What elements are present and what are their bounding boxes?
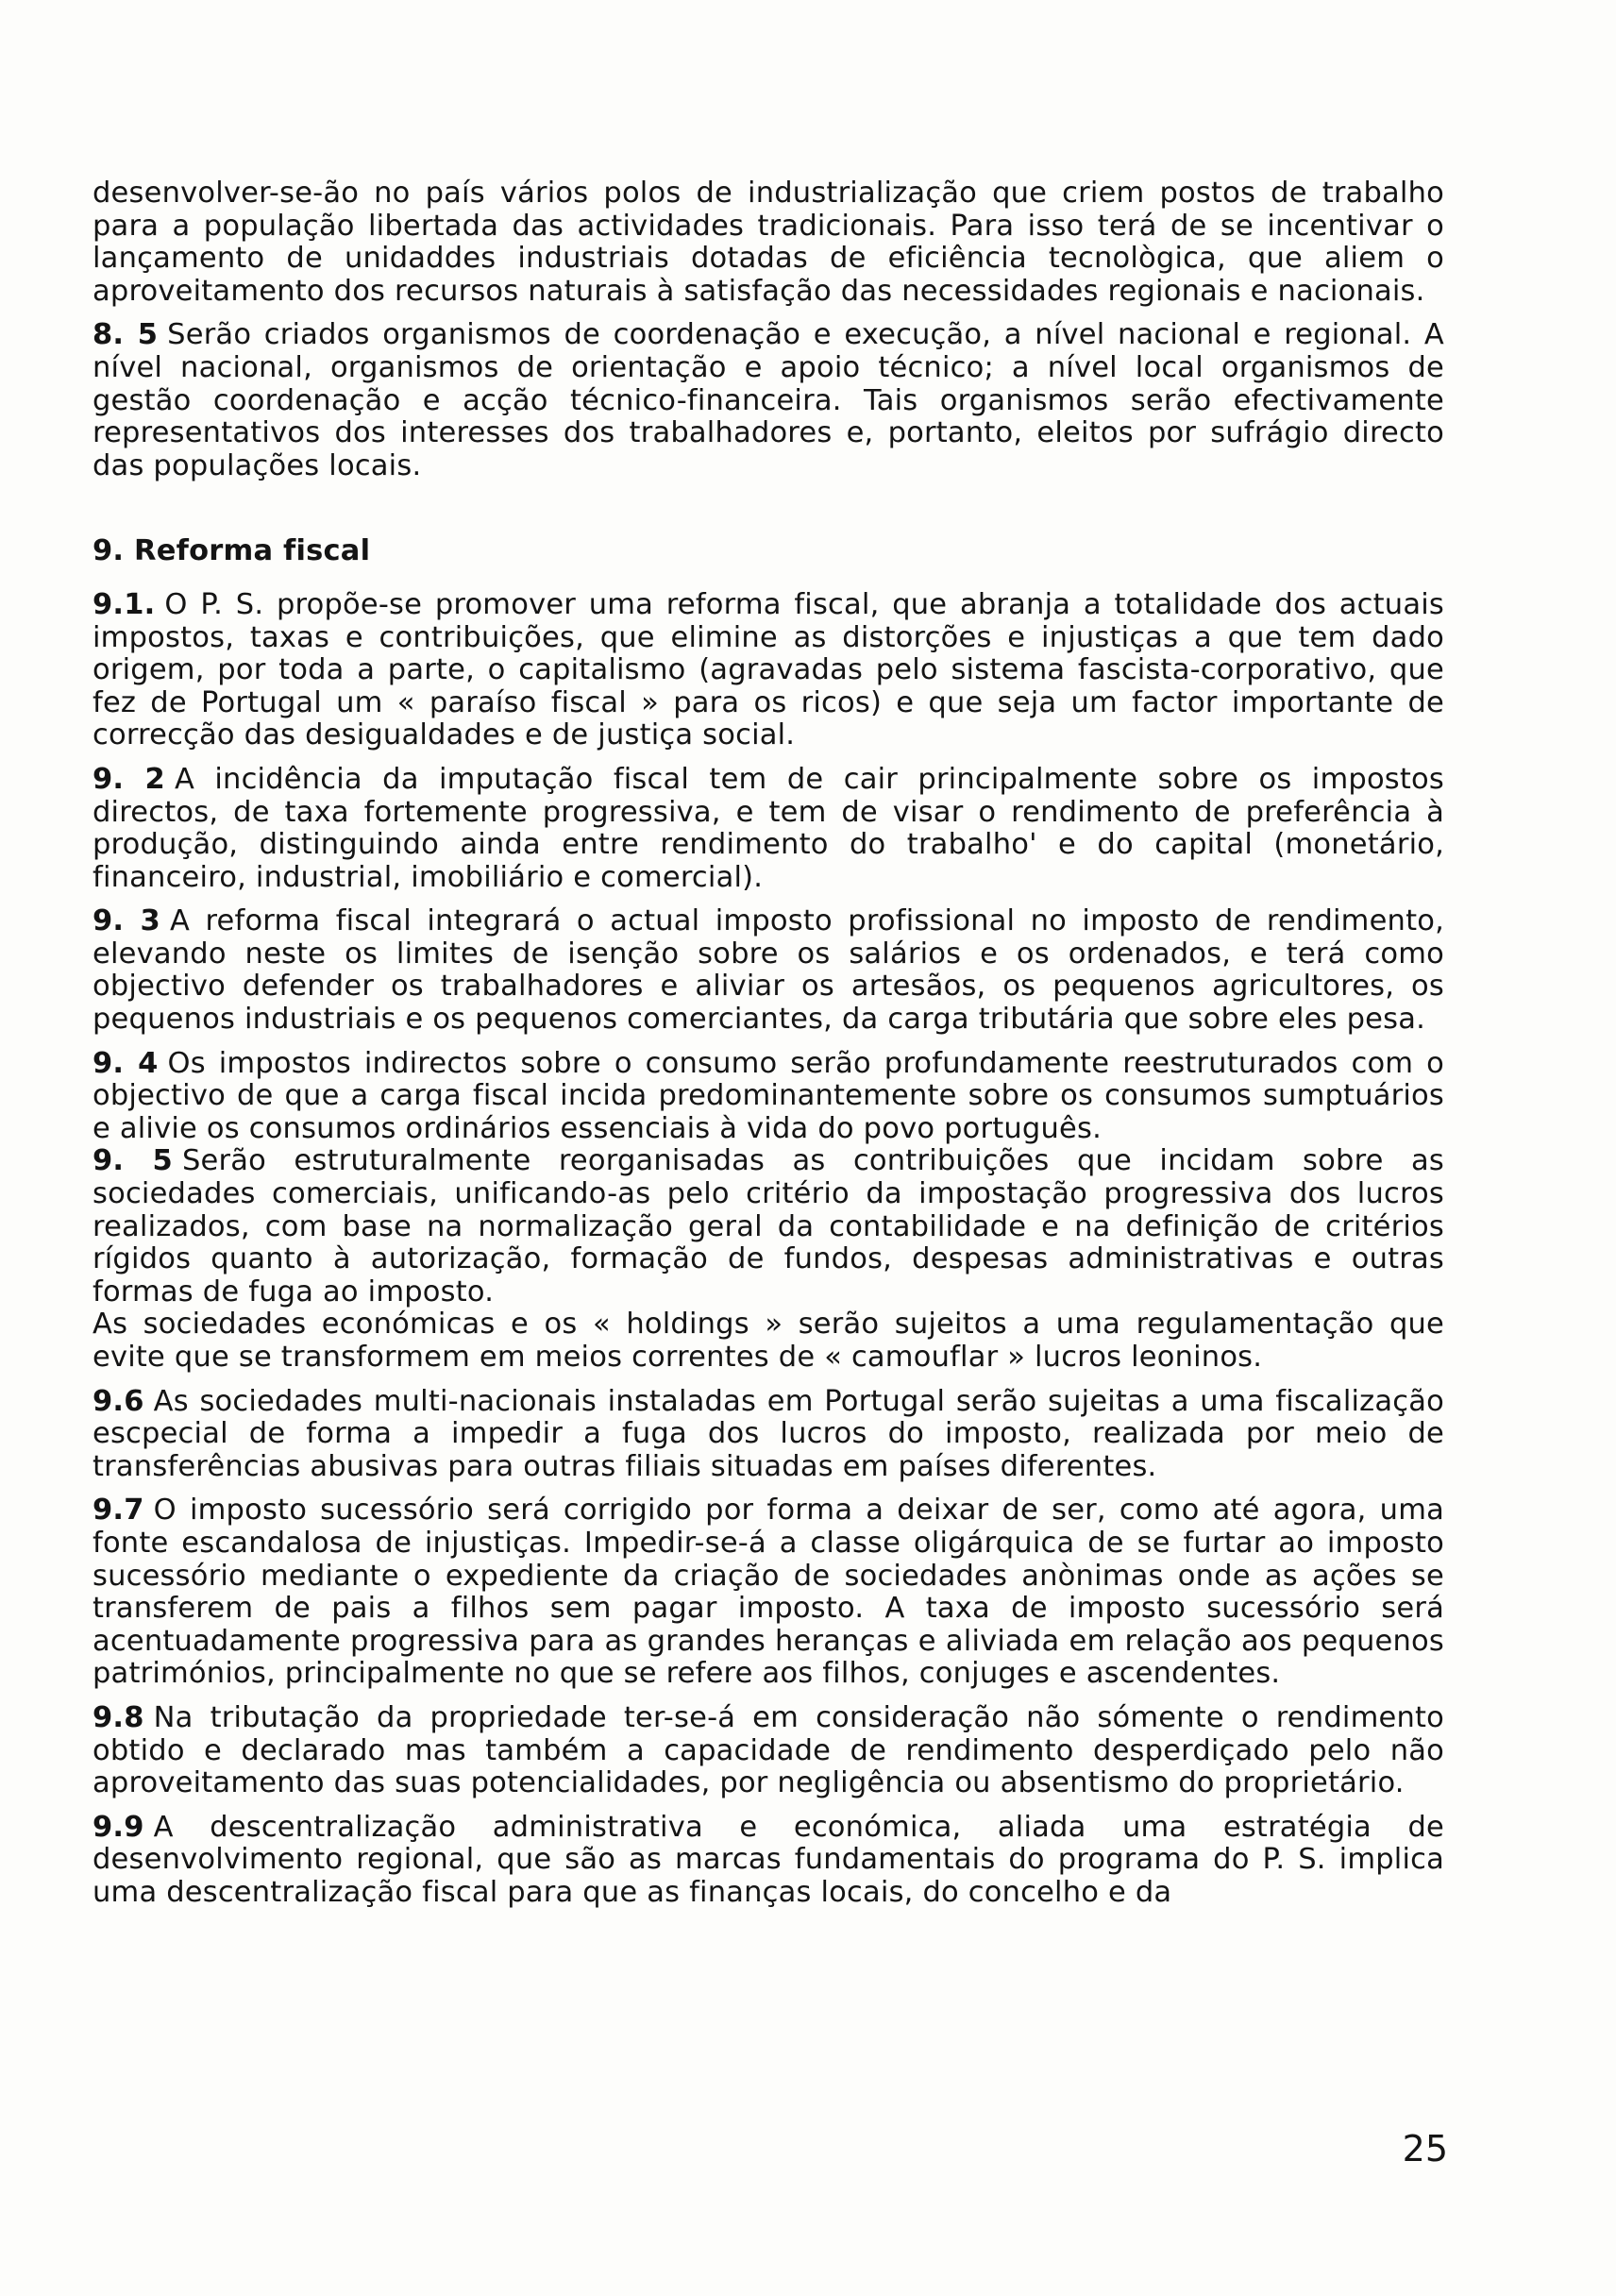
paragraph-9-4 [93, 1048, 1444, 1146]
paragraph-text: Serão criados organismos de coordenação e execução, a nível nacional e regional. A nível nacional, organismos de orientação e apoio técnico; a nível local organismos de gestão coordenação e acção técnico-financeira. Tais organismos serão efectivamente representativos dos interesses dos trabalhadores e, portanto, eleitos por sufrágio directo das populações locais. [93, 318, 1444, 482]
paragraph-number: 8. 5 [93, 318, 159, 352]
paragraph-text: A descentralização administrativa e económica, aliada uma estratégia de desenvolvimento regional, que são as marcas fundamentais do programa do P. S. implica uma descentralização fiscal para que as finanças locais, do concelho e da [93, 1810, 1444, 1909]
paragraph-9-9 [93, 1812, 1444, 1910]
paragraph-number: 9.1. [93, 587, 156, 621]
paragraph-9-5-continuation: As sociedades económicas e os « holdings » serão sujeitos a uma regulamentação que evite que se transformem em meios correntes de « camouflar » lucros leoninos. [93, 1308, 1444, 1374]
paragraph-number: 9. 2 [93, 762, 165, 796]
paragraph-number: 9.7 [93, 1494, 144, 1528]
paragraph-9-2 [93, 764, 1444, 894]
paragraph-text: O imposto sucessório será corrigido por forma a deixar de ser, como até agora, uma fonte escandalosa de injustiças. Impedir-se-á a classe oligárquica de se furtar ao imposto sucessório mediante o expediente da criação de sociedades anònimas onde as ações se transferem de pais a filhos sem pagar imposto. A taxa de imposto sucessório será acentuadamente progressiva para as grandes heranças e aliviada em relação aos pequenos patrimónios, principalmente no que se refere aos filhos, conjuges e ascendentes. [93, 1494, 1444, 1691]
paragraph-text: O P. S. propõe-se promover uma reforma fiscal, que abranja a totalidade dos actuais impostos, taxas e contribuições, que elimine as distorções e injustiças a que tem dado origem, por toda a parte, o capitalismo (agravadas pelo sistema fascista-corporativo, que fez de Portugal um « paraíso fiscal » para os ricos) e que seja um factor importante de correcção das desigualdades e de justiça social. [93, 587, 1444, 752]
paragraph-text: A reforma fiscal integrará o actual imposto profissional no imposto de rendimento, elevando neste os limites de isenção sobre os salários e os ordenados, e terá como objectivo defender os trabalhadores e aliviar os artesãos, os pequenos agricultores, os pequenos industriais e os pequenos comerciantes, da carga tributária que sobre eles pesa. [93, 904, 1445, 1037]
page-number: 25 [1402, 2128, 1448, 2169]
paragraph-text: Serão estruturalmente reorganisadas as contribuições que incidam sobre as sociedades comerciais, unificando-as pelo critério da impostação progressiva dos lucros realizados, com base na normalização geral da contabilidade e na definição de critérios rígidos quanto à autorização, formação de fundos, despesas administrativas e outras formas de fuga ao imposto. [93, 1144, 1445, 1308]
section-heading: 9. Reforma fiscal [93, 534, 371, 568]
paragraph-8-5 [93, 319, 1444, 482]
paragraph-number: 9. 5 [93, 1144, 173, 1178]
body-text [93, 177, 1444, 1921]
paragraph-9-8 [93, 1702, 1444, 1800]
paragraph-text: As sociedades multi-nacionais instaladas em Portugal serão sujeitas a uma fiscalização escpecial de forma a impedir a fuga dos lucros do imposto, realizada por meio de transferências abusivas para outras filiais situadas em países diferentes. [93, 1384, 1444, 1483]
paragraph-number: 9.6 [93, 1384, 144, 1418]
paragraph-text: Os impostos indirectos sobre o consumo serão profundamente reestruturados com o objectivo de que a carga fiscal incida predominantemente sobre os consumos sumptuários e alivie os consumos ordinários essenciais à vida do povo português. [93, 1046, 1445, 1145]
paragraph-text: Na tributação da propriedade ter-se-á em consideração não sómente o rendimento obtido e declarado mas também a capacidade de rendimento desperdiçado pelo não aproveitamento das suas potencialidades, por negligência ou absentismo do proprietário. [93, 1700, 1444, 1800]
paragraph-9-7 [93, 1494, 1444, 1691]
paragraph-number: 9.8 [93, 1700, 144, 1734]
paragraph-number: 9.9 [93, 1810, 144, 1844]
paragraph-text: A incidência da imputação fiscal tem de cair principalmente sobre os impostos directos, de taxa fortemente progressiva, e tem de visar o rendimento de preferência à produção, distinguindo ainda entre rendimento do trabalho' e do capital (monetário, financeiro, industrial, imobiliário e comercial). [93, 762, 1445, 894]
paragraph-number: 9. 4 [93, 1046, 159, 1080]
paragraph-9-5 [93, 1145, 1444, 1308]
paragraph-9-1 [93, 589, 1444, 752]
intro-paragraph: desenvolver-se-ão no país vários polos de industrialização que criem postos de trabalho para a população libertada das actividades tradicionais. Para isso terá de se incentivar o lançamento de unidaddes industriais dotadas de eficiência tecnològica, que aliem o aproveitamento dos recursos naturais à satisfação das necessidades regionais e nacionais. [93, 177, 1444, 308]
paragraph-number: 9. 3 [93, 904, 160, 938]
paragraph-9-3 [93, 905, 1444, 1036]
paragraph-9-6 [93, 1386, 1444, 1484]
